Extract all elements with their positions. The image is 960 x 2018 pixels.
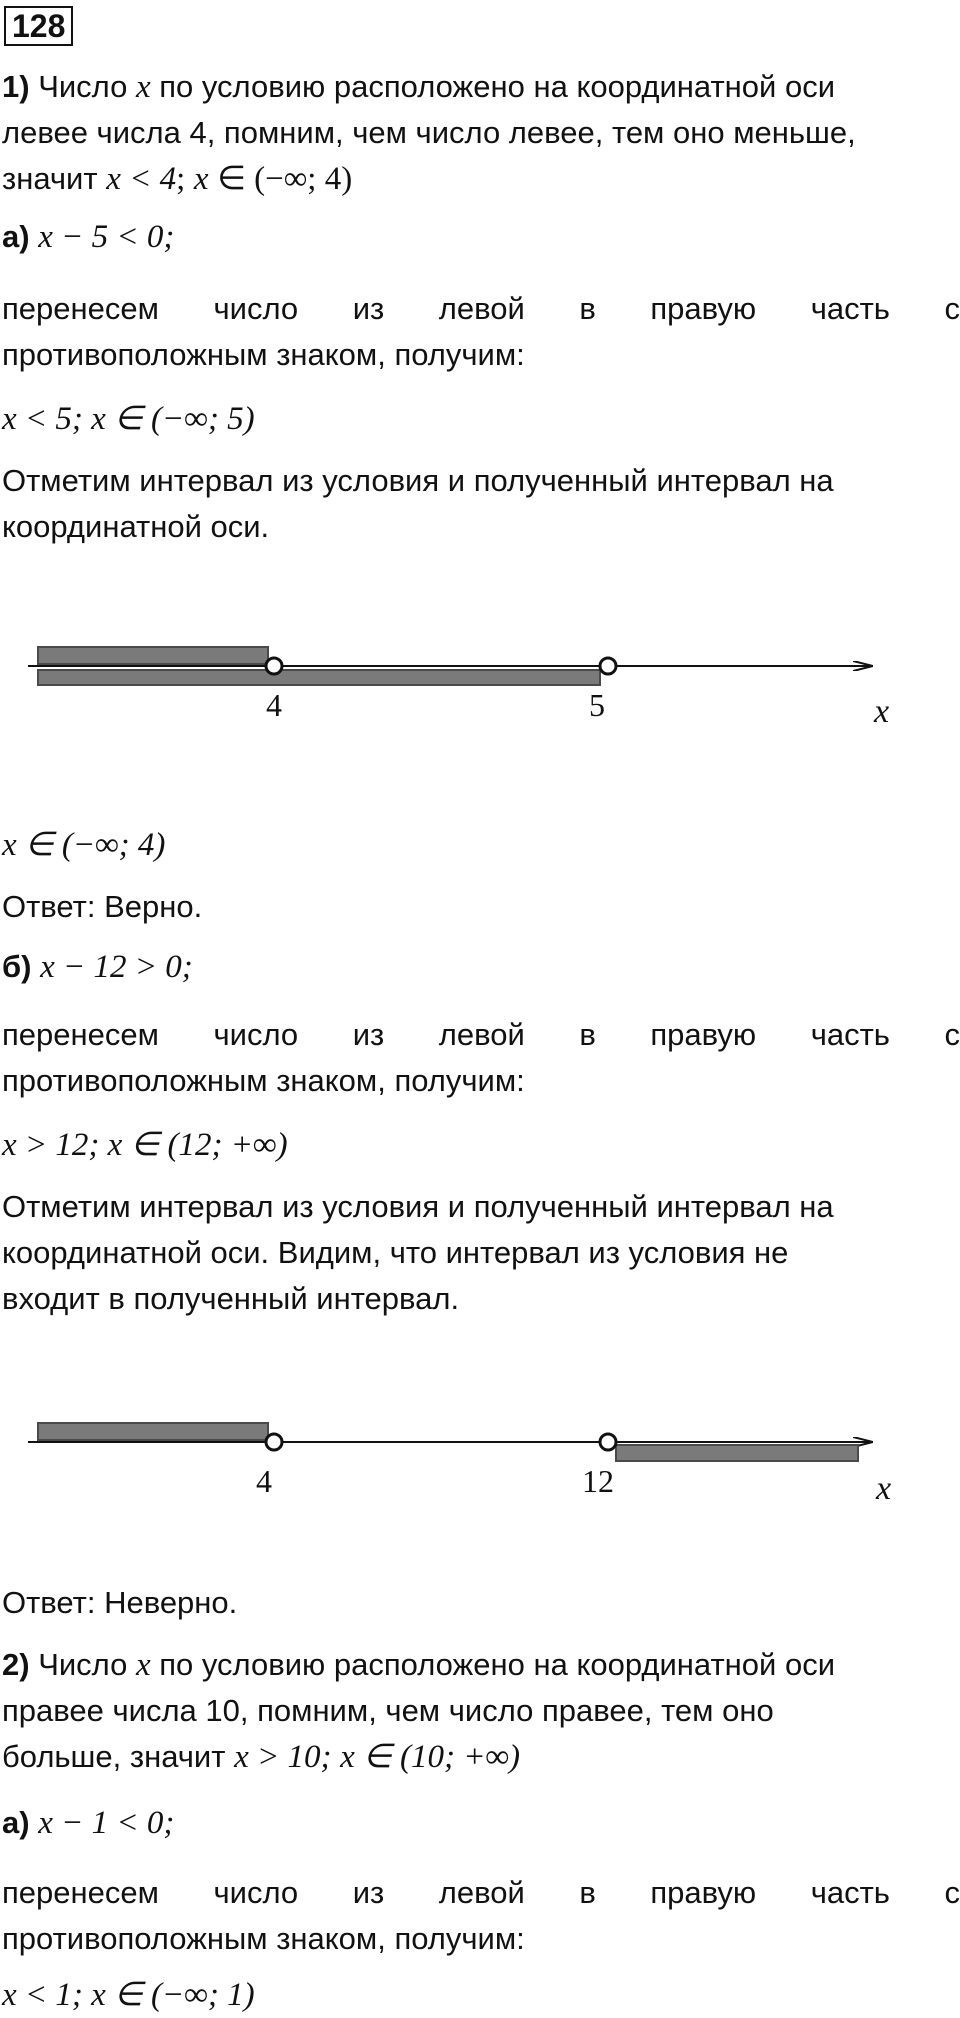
p2-line1 (2, 1642, 835, 1688)
b1-open-point-4 (266, 1434, 282, 1450)
b1-open-point-12 (600, 1434, 616, 1450)
p2-l3-ineq: x > 10; (234, 1739, 332, 1775)
a2-result: x < 1; x ∈ (−∞; 1) (2, 1977, 255, 2013)
b1-expr: x − 12 > 0; (40, 949, 193, 985)
b1-label: б) (2, 949, 32, 984)
b1-axis-var: x (876, 1470, 892, 1507)
b1-bar-result (616, 1445, 858, 1461)
p1-l3-text: значит (2, 161, 98, 196)
word: правую (650, 1875, 757, 1910)
word: в (579, 291, 596, 326)
word: часть (810, 291, 890, 326)
a1-bar-result (38, 670, 600, 685)
word: в (579, 1017, 596, 1052)
a2-transfer-line1 (2, 1870, 960, 1916)
b1-result: x > 12; x ∈ (12; +∞) (2, 1127, 288, 1163)
a1-transfer-line2: противоположным знаком, получим: (2, 337, 525, 372)
p1-number: 1) (2, 69, 30, 104)
a1-conclusion (2, 822, 165, 868)
p1-l3-var: x (193, 161, 209, 197)
word: число (213, 1017, 299, 1052)
b1-transfer-line2: противоположным знаком, получим: (2, 1063, 525, 1098)
b1-transfer-line1 (2, 1012, 960, 1058)
word: правую (650, 291, 757, 326)
b1-header (2, 944, 193, 990)
p2-l3-text: больше, значит (2, 1739, 226, 1774)
a1-answer: Ответ: Верно. (2, 889, 203, 924)
a1-axis-var: x (874, 693, 890, 730)
task-number-box: 128 (4, 6, 73, 46)
word: перенесем (2, 1875, 159, 1910)
a1-number-line (0, 630, 960, 750)
b1-mark-line3: входит в полученный интервал. (2, 1281, 460, 1316)
a1-result: x < 5; x ∈ (−∞; 5) (2, 401, 255, 437)
word: число (213, 1875, 299, 1910)
word: с (944, 1875, 960, 1910)
p2-text: Число (38, 1647, 128, 1682)
p1-l3-sep: ; (176, 161, 186, 197)
a1-header (2, 214, 174, 260)
a2-header (2, 1800, 174, 1846)
b1-mark-line2: координатной оси. Видим, что интервал из условия не (2, 1235, 789, 1270)
b1-tick-4: 4 (256, 1463, 272, 1499)
word: левой (438, 1017, 525, 1052)
word: с (944, 1017, 960, 1052)
a1-open-point-5 (600, 658, 616, 674)
word: перенесем (2, 1017, 159, 1052)
p2-number: 2) (2, 1647, 30, 1682)
b1-mark-line1: Отметим интервал из условия и полученный интервал на (2, 1189, 834, 1224)
p1-text: Число (38, 69, 128, 104)
word: из (352, 1875, 385, 1910)
p1-text-b: по условию расположено на координатной оси (159, 69, 836, 104)
p1-l3-ineq: x < 4 (106, 161, 177, 197)
a2-transfer-line2: противоположным знаком, получим: (2, 1921, 525, 1956)
p2-line3 (2, 1734, 520, 1780)
a1-tick-5: 5 (589, 687, 605, 723)
word: в (579, 1875, 596, 1910)
b1-number-line (0, 1405, 960, 1525)
p1-var: x (135, 69, 151, 105)
word: с (944, 291, 960, 326)
a1-bar-condition (38, 647, 268, 664)
b1-answer: Ответ: Неверно. (2, 1585, 238, 1620)
a1-mark-line2: координатной оси. (2, 509, 270, 544)
p1-line2: левее числа 4, помним, чем число левее, тем оно меньше, (2, 115, 856, 150)
a1-conclusion-math: x ∈ (−∞; 4) (2, 827, 166, 863)
p1-line3 (2, 156, 352, 202)
word: из (352, 1017, 385, 1052)
word: часть (810, 1017, 890, 1052)
p2-var: x (135, 1647, 151, 1683)
word: число (213, 291, 299, 326)
a1-transfer-line1 (2, 286, 960, 332)
a1-label: а) (2, 219, 30, 254)
p2-text-b: по условию расположено на координатной оси (159, 1647, 836, 1682)
word: часть (810, 1875, 890, 1910)
a1-tick-4: 4 (266, 687, 282, 723)
p2-l3-interval: x ∈ (10; +∞) (340, 1739, 521, 1775)
p2-line2: правее числа 10, помним, чем число правее, тем оно (2, 1693, 774, 1728)
b1-bar-condition (38, 1423, 268, 1440)
p1-l3-interval: ∈ (−∞; 4) (217, 161, 353, 197)
a1-mark-line1: Отметим интервал из условия и полученный интервал на (2, 463, 834, 498)
word: правую (650, 1017, 757, 1052)
p1-line1 (2, 64, 835, 110)
word: перенесем (2, 291, 159, 326)
a1-expr: x − 5 < 0; (38, 219, 175, 255)
a2-expr: x − 1 < 0; (38, 1805, 175, 1841)
a2-label: а) (2, 1805, 30, 1840)
word: левой (438, 291, 525, 326)
a1-open-point-4 (266, 658, 282, 674)
word: левой (438, 1875, 525, 1910)
word: из (352, 291, 385, 326)
b1-tick-12: 12 (582, 1463, 614, 1499)
